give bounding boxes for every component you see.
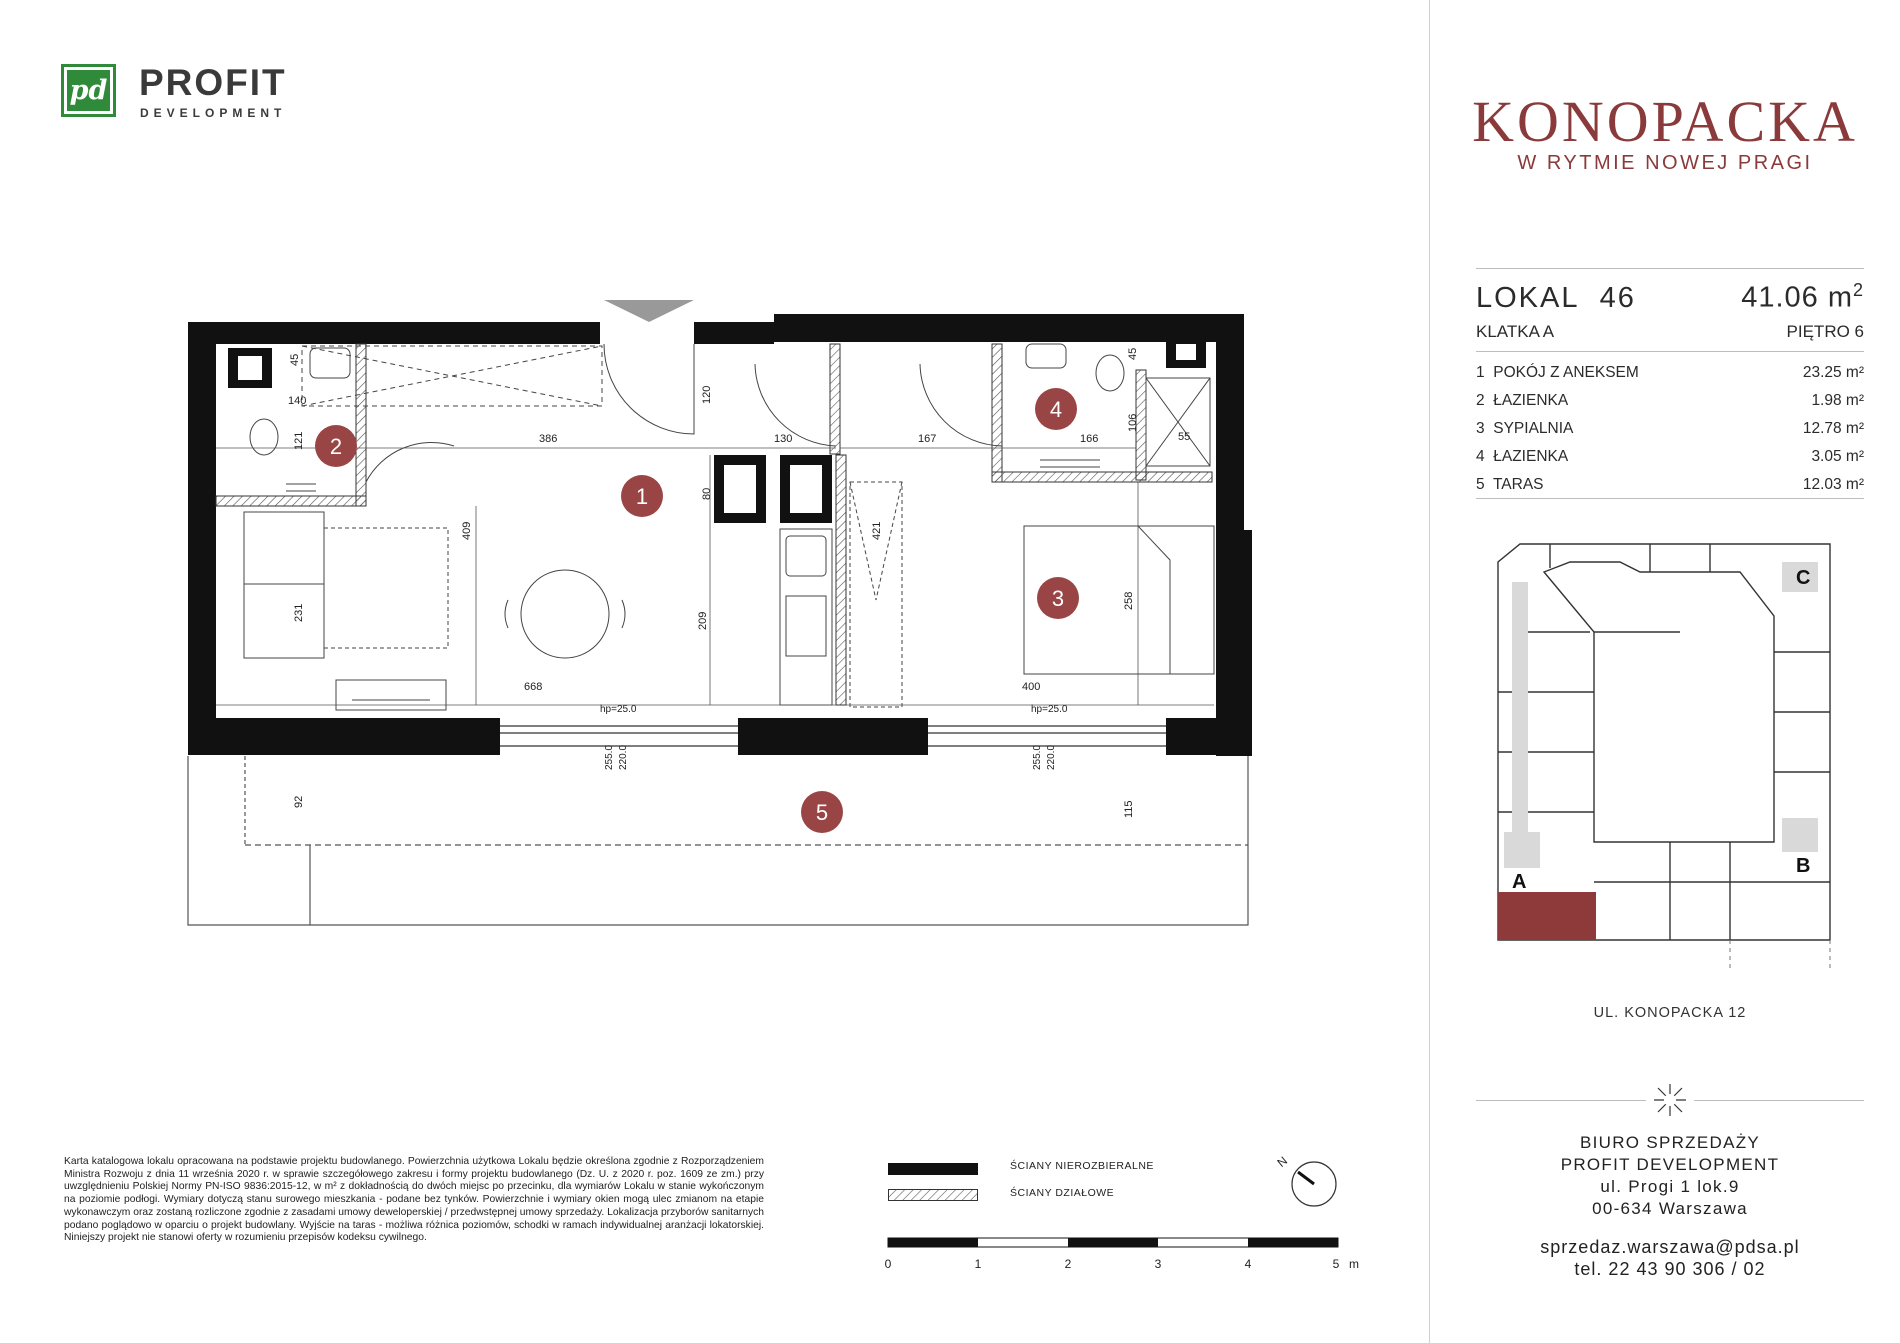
- dim-label: hp=25.0: [600, 704, 637, 715]
- scale-tick: 4: [1244, 1257, 1252, 1271]
- room-area: 3.05 m²: [1811, 448, 1864, 465]
- room-marker-label: 2: [329, 434, 343, 459]
- room-row: [1476, 364, 1864, 382]
- dim-label: 220.0: [618, 744, 629, 770]
- office-line: BIURO SPRZEDAŻY: [1579, 1133, 1761, 1152]
- logo-subtitle: DEVELOPMENT: [140, 106, 287, 120]
- room-area: 23.25 m²: [1802, 364, 1864, 381]
- logo-mark-text: pd: [67, 70, 110, 111]
- dim-label: 167: [918, 433, 937, 445]
- panel-divider: [1429, 0, 1430, 1343]
- contact-info: [1476, 1236, 1864, 1280]
- staircase-label: B: [1796, 855, 1811, 877]
- room-area: 12.03 m²: [1802, 476, 1864, 493]
- dim-label: 668: [524, 681, 543, 693]
- dim-label: 140: [288, 395, 307, 407]
- dim-label: 80: [701, 487, 713, 500]
- sales-office: [1476, 1132, 1864, 1220]
- scale-tick: 0: [884, 1257, 892, 1271]
- unit-label: [1476, 282, 1636, 315]
- dim-label: 231: [293, 603, 305, 622]
- room-row: [1476, 420, 1864, 438]
- legend-partition-label: ŚCIANY DZIAŁOWE: [1010, 1187, 1115, 1199]
- office-line: 00-634 Warszawa: [1592, 1199, 1748, 1218]
- unit-number: 46: [1599, 282, 1636, 314]
- room-name: ŁAZIENKA: [1493, 392, 1569, 409]
- unit-label-text: LOKAL: [1476, 282, 1580, 314]
- dim-label: 255.0: [604, 744, 615, 770]
- scale-unit: m: [1349, 1257, 1359, 1271]
- room-row: [1476, 392, 1864, 410]
- phone-link[interactable]: tel. 22 43 90 306 / 02: [1574, 1259, 1766, 1279]
- room-row: [1476, 448, 1864, 466]
- disclaimer-text: Karta katalogowa lokalu opracowana na podstawie projektu budowlanego. Powierzchnia użytkowa Lokalu będzie określona zgodnie z Rozporządzeniem Ministra Rozwoju z dnia 11 września 2020 r. w sprawie szczegółowego zakresu i formy projektu budowlanego (Dz. U. z 2020 r. poz. 1609 ze zm.) przy uwzględnieniu Polskiej Normy PN-ISO 9836:2015-12, w m² z dokładnością do dwóch miejsc po przecinku, dla wymiarów Lokalu w stanie wykończonym na poziomie podłogi. Wymiary dotyczą stanu surowego mieszkania - podane bez tynków. Powierzchnie i wymiary okien mogą ulec zmianom na etapie wykonawczym oraz zostaną rozliczone zgodnie z zasadami umowy deweloperskiej / przedwstępnej umowy sprzedaży. Lokalizacja przyborów sanitarnych podano poglądowo w oparciu o projekt budowlany. Wyjście na taras - możliwa różnica poziomów, schodki w ramach indywidualnej aranżacji lokatorskiej. Niniejszy projekt nie stanowi oferty w rozumieniu przepisów kodeksu cywilnego.: [64, 1156, 764, 1244]
- unit-area: [1640, 280, 1864, 315]
- legend-structural-swatch: [888, 1163, 978, 1175]
- divider: [1476, 268, 1864, 269]
- unit-highlight: [1498, 892, 1596, 940]
- divider: [1476, 351, 1864, 352]
- entrance-arrow-icon: [604, 300, 694, 322]
- dim-label: 121: [293, 431, 305, 450]
- room-number: 4: [1476, 448, 1485, 465]
- star-ornament-icon: [1652, 1082, 1688, 1118]
- room-name: ŁAZIENKA: [1493, 448, 1569, 465]
- scale-tick: 2: [1064, 1257, 1072, 1271]
- logo-name: PROFIT: [139, 62, 287, 103]
- scale-tick: 5: [1332, 1257, 1340, 1271]
- legend-structural-label: ŚCIANY NIEROZBIERALNE: [1010, 1160, 1154, 1172]
- scale-tick: 1: [974, 1257, 982, 1271]
- room-markers: [315, 385, 1079, 833]
- project-subtitle: W RYTMIE NOWEJ PRAGI: [1517, 152, 1813, 174]
- dim-label: 45: [289, 353, 301, 366]
- office-line: ul. Progi 1 lok.9: [1600, 1177, 1740, 1196]
- unit-area-sup: 2: [1852, 280, 1864, 300]
- room-row: [1476, 476, 1864, 494]
- room-name: POKÓJ Z ANEKSEM: [1493, 364, 1639, 381]
- room-area: 12.78 m²: [1802, 420, 1864, 437]
- staircase-label: A: [1512, 871, 1527, 893]
- room-marker-label: 1: [635, 484, 649, 509]
- dim-label: hp=25.0: [1031, 704, 1068, 715]
- key-plan: [1490, 532, 1850, 972]
- street-label: UL. KONOPACKA 12: [1593, 1005, 1747, 1021]
- room-number: 2: [1476, 392, 1485, 409]
- project-title: KONOPACKA: [1472, 89, 1858, 154]
- divider: [1476, 1100, 1646, 1101]
- terrace-outline: [188, 756, 1248, 925]
- room-area: 1.98 m²: [1811, 392, 1864, 409]
- dim-label: 55: [1178, 431, 1191, 443]
- dim-label: 115: [1123, 800, 1135, 818]
- dim-label: 106: [1127, 413, 1139, 432]
- email-link[interactable]: sprzedaz.warszawa@pdsa.pl: [1540, 1237, 1800, 1257]
- dim-label: 92: [293, 795, 305, 808]
- room-number: 3: [1476, 420, 1485, 437]
- room-name: SYPIALNIA: [1493, 420, 1574, 437]
- structural-walls: [188, 314, 1252, 756]
- dim-label: 120: [701, 385, 713, 404]
- compass-icon: [1270, 1150, 1340, 1210]
- compass-north-label: N: [1274, 1153, 1291, 1170]
- room-number: 5: [1476, 476, 1485, 493]
- scale-bar: [880, 1234, 1380, 1274]
- dim-label: 209: [697, 611, 709, 630]
- office-line: PROFIT DEVELOPMENT: [1560, 1155, 1780, 1174]
- room-marker-label: 3: [1051, 586, 1065, 611]
- dim-label: 386: [539, 433, 558, 445]
- room-number: 1: [1476, 364, 1485, 381]
- room-marker-label: 5: [815, 800, 829, 825]
- unit-area-value: 41.06 m: [1741, 281, 1853, 314]
- scale-tick: 3: [1154, 1257, 1162, 1271]
- dim-label: 258: [1123, 591, 1135, 610]
- dim-label: 400: [1022, 681, 1041, 693]
- unit-staircase: KLATKA A: [1476, 322, 1555, 341]
- dim-label: 255.0: [1032, 744, 1043, 770]
- staircase-label: C: [1796, 567, 1811, 589]
- legend-partition-swatch: [888, 1189, 978, 1201]
- dim-label: 220.0: [1046, 744, 1057, 770]
- dim-label: 130: [774, 433, 793, 445]
- dim-label: 421: [871, 521, 883, 540]
- room-name: TARAS: [1492, 476, 1544, 493]
- divider: [1694, 1100, 1864, 1101]
- dim-label: 409: [461, 521, 473, 540]
- dim-label: 45: [1127, 347, 1139, 360]
- unit-floor: PIĘTRO 6: [1786, 322, 1864, 341]
- room-marker-label: 4: [1049, 397, 1063, 422]
- dim-label: 166: [1080, 433, 1099, 445]
- divider: [1476, 498, 1864, 499]
